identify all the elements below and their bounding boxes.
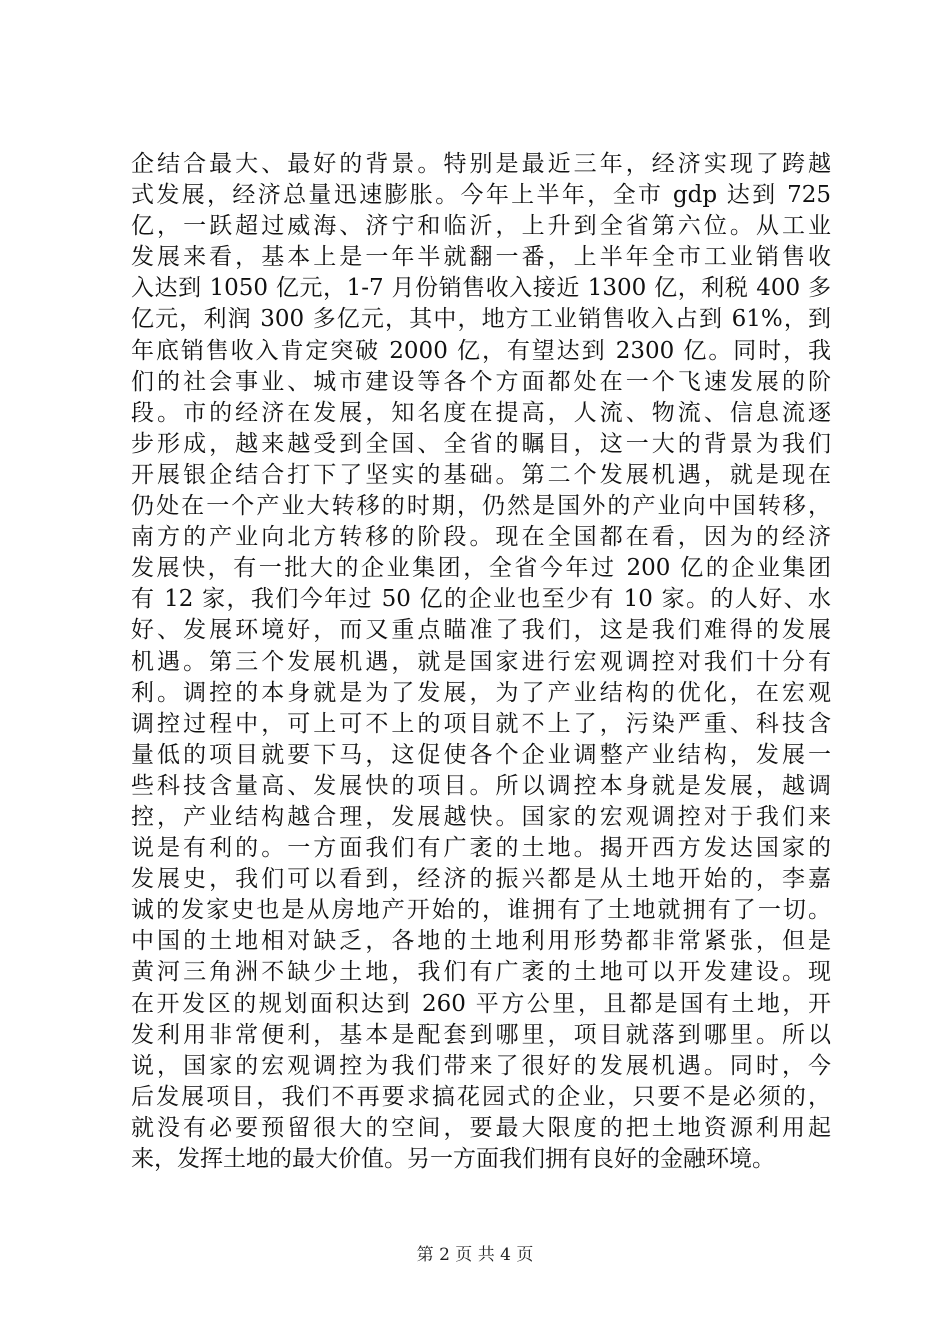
text-line: 们的社会事业、城市建设等各个方面都处在一个飞速发展的阶 [131, 368, 831, 395]
text-line: 就没有必要预留很大的空间，要最大限度的把土地资源利用起 [131, 1114, 831, 1141]
text-line: 步形成，越来越受到全国、全省的瞩目，这一大的背景为我们 [131, 430, 831, 457]
page-number-footer: 第 2 页 共 4 页 [416, 1245, 534, 1265]
text-line: 说，国家的宏观调控为我们带来了很好的发展机遇。同时，今 [131, 1052, 831, 1079]
text-line: 南方的产业向北方转移的阶段。现在全国都在看，因为的经济 [131, 524, 831, 551]
text-line: 企结合最大、最好的背景。特别是最近三年，经济实现了跨越 [131, 151, 831, 177]
text-line: 中国的土地相对缺乏，各地的土地利用形势都非常紧张，但是 [131, 928, 831, 955]
text-line: 诚的发家史也是从房地产开始的，谁拥有了土地就拥有了一切。 [131, 897, 831, 924]
text-line: 年底销售收入肯定突破 2000 亿，有望达到 2300 亿。同时，我 [131, 337, 831, 364]
text-line: 发展来看，基本上是一年半就翻一番，上半年全市工业销售收 [131, 244, 831, 271]
text-line: 调控过程中，可上可不上的项目就不上了，污染严重、科技含 [131, 710, 831, 737]
text-line: 量低的项目就要下马，这促使各个企业调整产业结构，发展一 [131, 741, 831, 768]
text-line: 发展史，我们可以看到，经济的振兴都是从土地开始的，李嘉 [131, 866, 831, 893]
text-line: 后发展项目，我们不再要求搞花园式的企业，只要不是必须的， [131, 1083, 831, 1110]
text-line: 式发展，经济总量迅速膨胀。今年上半年，全市 gdp 达到 725 [131, 182, 831, 209]
text-line: 在开发区的规划面积达到 260 平方公里，且都是国有土地，开 [131, 990, 831, 1017]
text-line: 发展快，有一批大的企业集团，全省今年过 200 亿的企业集团 [131, 555, 831, 582]
text-line: 有 12 家，我们今年过 50 亿的企业也至少有 10 家。的人好、水 [131, 586, 831, 613]
text-line: 段。市的经济在发展，知名度在提高，人流、物流、信息流逐 [131, 399, 831, 426]
text-line: 控，产业结构越合理，发展越快。国家的宏观调控对于我们来 [131, 803, 831, 830]
text-line: 机遇。第三个发展机遇，就是国家进行宏观调控对我们十分有 [131, 648, 831, 675]
text-line: 亿元，利润 300 多亿元，其中，地方工业销售收入占到 61%，到 [131, 306, 831, 333]
body-paragraph [131, 149, 831, 1175]
text-line: 好、发展环境好，而又重点瞄准了我们，这是我们难得的发展 [131, 617, 831, 644]
text-line: 说是有利的。一方面我们有广袤的土地。揭开西方发达国家的 [131, 835, 831, 862]
text-line: 来，发挥土地的最大价值。另一方面我们拥有良好的金融环境。 [131, 1146, 775, 1172]
text-line: 发利用非常便利，基本是配套到哪里，项目就落到哪里。所以 [131, 1021, 831, 1048]
text-line: 黄河三角洲不缺少土地，我们有广袤的土地可以开发建设。现 [131, 959, 831, 986]
text-line: 利。调控的本身就是为了发展，为了产业结构的优化，在宏观 [131, 679, 831, 706]
text-line: 仍处在一个产业大转移的时期，仍然是国外的产业向中国转移， [131, 493, 831, 520]
text-line: 入达到 1050 亿元，1-7 月份销售收入接近 1300 亿，利税 400 多 [131, 275, 831, 302]
text-line: 亿，一跃超过威海、济宁和临沂，上升到全省第六位。从工业 [131, 213, 831, 240]
text-line: 些科技含量高、发展快的项目。所以调控本身就是发展，越调 [131, 772, 831, 799]
text-line: 开展银企结合打下了坚实的基础。第二个发展机遇，就是现在 [131, 461, 831, 488]
